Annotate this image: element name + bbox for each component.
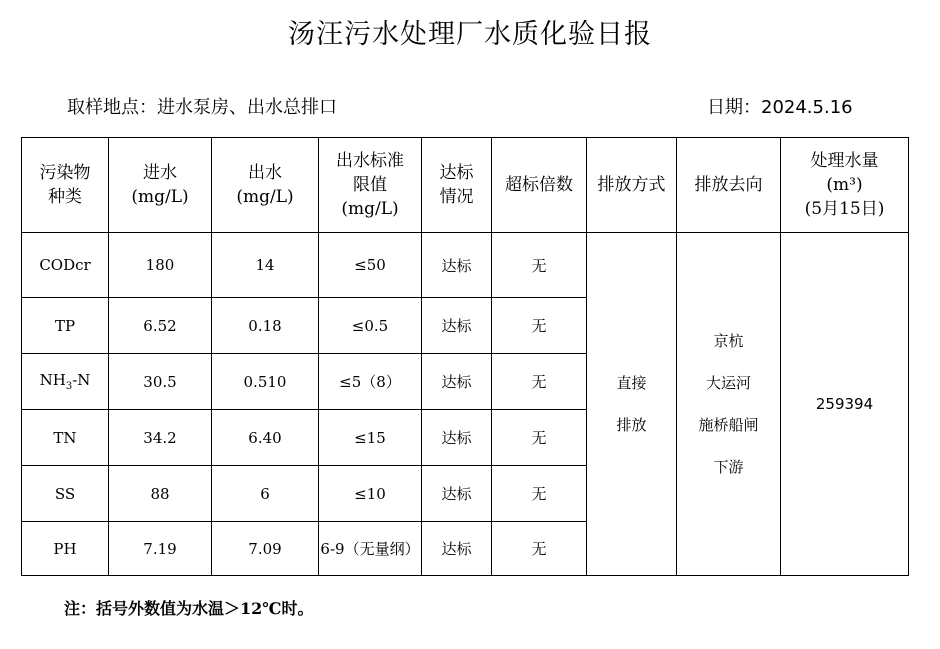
outlet-cell: 7.09: [212, 522, 319, 576]
status-cell: 达标: [422, 298, 492, 354]
outlet-cell: 0.18: [212, 298, 319, 354]
report-date: 日期：2024.5.16: [707, 97, 853, 118]
exceed-cell: 无: [492, 298, 587, 354]
status-cell: 达标: [422, 233, 492, 298]
status-cell: 达标: [422, 354, 492, 410]
exceed-cell: 无: [492, 522, 587, 576]
limit-cell: ≤50: [319, 233, 422, 298]
inlet-cell: 88: [109, 466, 212, 522]
header-limit: 出水标准 限值 (mg/L): [319, 138, 422, 233]
discharge-method-cell: 直接 排放: [587, 233, 677, 576]
pollutant-cell: SS: [22, 466, 109, 522]
header-inlet: 进水 (mg/L): [109, 138, 212, 233]
limit-cell: ≤15: [319, 410, 422, 466]
inlet-cell: 30.5: [109, 354, 212, 410]
pollutant-cell: TN: [22, 410, 109, 466]
status-cell: 达标: [422, 410, 492, 466]
limit-cell: ≤10: [319, 466, 422, 522]
limit-cell: ≤0.5: [319, 298, 422, 354]
pollutant-cell: CODcr: [22, 233, 109, 298]
table-row: [22, 233, 909, 298]
header-discharge-method: 排放方式: [587, 138, 677, 233]
exceed-cell: 无: [492, 354, 587, 410]
footnote: 注：括号外数值为水温＞12℃时。: [64, 599, 314, 618]
header-row: [22, 138, 909, 233]
header-exceed: 超标倍数: [492, 138, 587, 233]
outlet-cell: 6.40: [212, 410, 319, 466]
water-quality-table: [21, 137, 909, 576]
report-title: 汤汪污水处理厂水质化验日报: [288, 19, 652, 50]
header-pollutant: 污染物 种类: [22, 138, 109, 233]
pollutant-cell: PH: [22, 522, 109, 576]
header-discharge-dest: 排放去向: [677, 138, 781, 233]
inlet-cell: 7.19: [109, 522, 212, 576]
pollutant-cell: $NH_3-N$: [22, 354, 109, 410]
header-outlet: 出水 (mg/L): [212, 138, 319, 233]
outlet-cell: 0.510: [212, 354, 319, 410]
inlet-cell: 34.2: [109, 410, 212, 466]
exceed-cell: 无: [492, 233, 587, 298]
exceed-cell: 无: [492, 466, 587, 522]
header-compliance: 达标 情况: [422, 138, 492, 233]
pollutant-cell: TP: [22, 298, 109, 354]
status-cell: 达标: [422, 466, 492, 522]
status-cell: 达标: [422, 522, 492, 576]
inlet-cell: 6.52: [109, 298, 212, 354]
outlet-cell: 6: [212, 466, 319, 522]
limit-cell: ≤5（8）: [319, 354, 422, 410]
inlet-cell: 180: [109, 233, 212, 298]
outlet-cell: 14: [212, 233, 319, 298]
header-volume: 处理水量 (m³) (5月15日): [781, 138, 909, 233]
sampling-location: 取样地点：进水泵房、出水总排口: [67, 97, 337, 118]
limit-cell: 6-9（无量纲）: [319, 522, 422, 576]
volume-cell: 259394: [781, 233, 909, 576]
exceed-cell: 无: [492, 410, 587, 466]
discharge-dest-cell: 京杭 大运河 施桥船闸 下游: [677, 233, 781, 576]
